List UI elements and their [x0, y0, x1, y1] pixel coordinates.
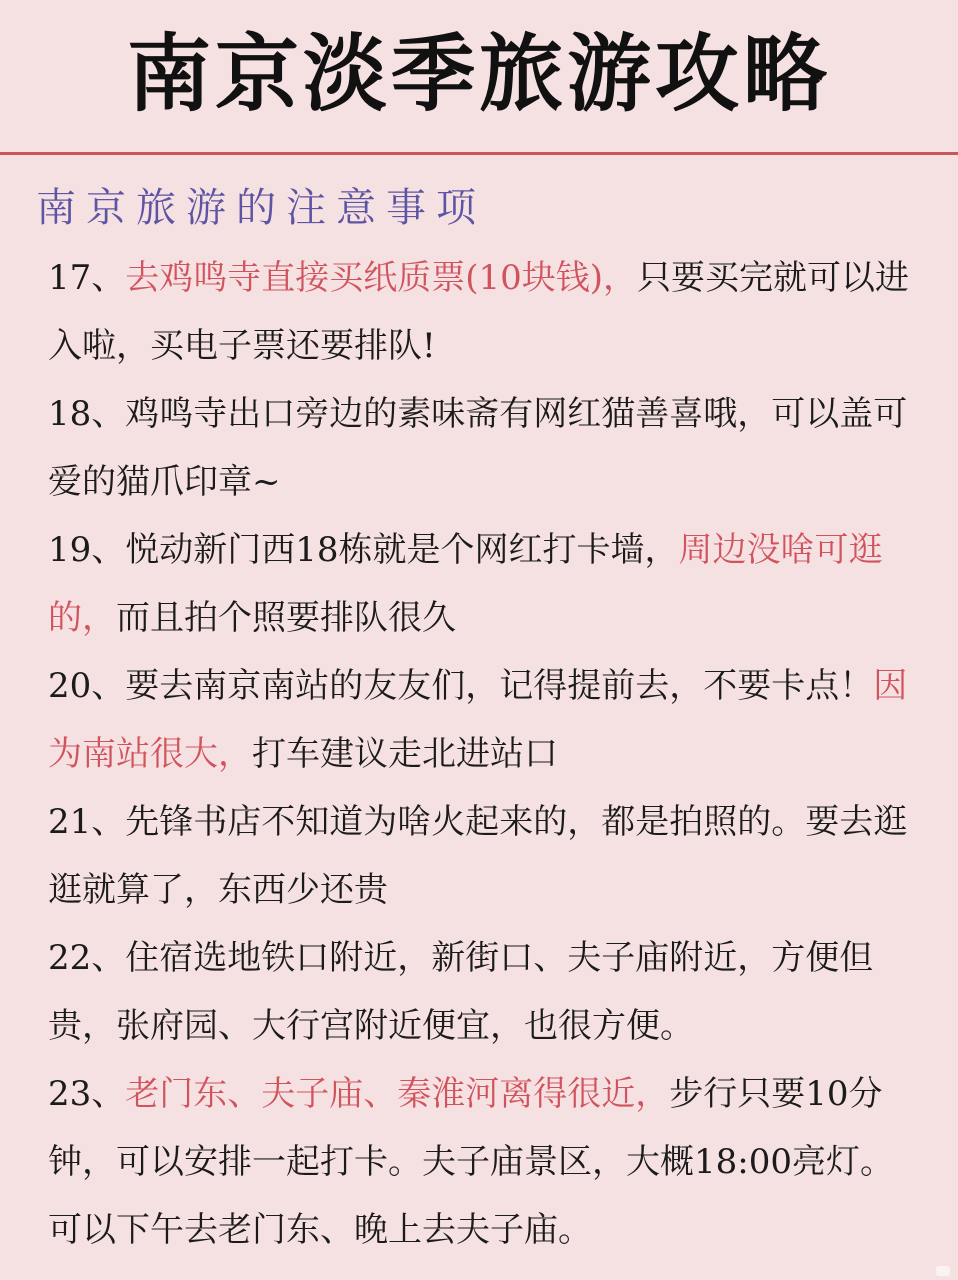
tip-item	[48, 380, 912, 516]
tip-number: 21、	[48, 802, 126, 842]
tip-item	[48, 516, 912, 652]
tip-text: 打车建议走北进站口	[252, 734, 558, 774]
tip-number: 19、	[48, 530, 126, 570]
tip-item	[48, 1060, 912, 1264]
section-heading: 南京旅游的注意事项	[36, 185, 486, 231]
tip-text: 悦动新门西18栋就是个网红打卡墙，	[125, 530, 679, 570]
tip-text: 先锋书店不知道为啥火起来的，都是拍照的。要去逛逛就算了，东西少还贵	[48, 802, 908, 910]
tip-item	[48, 652, 912, 788]
tip-highlight-text: 去鸡鸣寺直接买纸质票(10块钱)，	[125, 258, 638, 298]
tips-list	[48, 244, 912, 1264]
tip-number: 22、	[48, 938, 126, 978]
tip-item	[48, 244, 912, 380]
tip-number: 23、	[48, 1074, 126, 1114]
tip-text: 步行只要10分钟，可以安排一起打卡。夫子庙景区，大概18:00亮灯。可以下午去老门东、晚上去夫子庙。	[48, 1074, 894, 1250]
tip-highlight-text: 周边没啥可逛的，	[48, 530, 883, 638]
tip-number: 18、	[48, 394, 126, 434]
tip-text: 住宿选地铁口附近，新街口、夫子庙附近，方便但贵，张府园、大行宫附近便宜，也很方便。	[48, 938, 874, 1046]
tip-text: 只要买完就可以进入啦，买电子票还要排队!	[48, 258, 910, 366]
tip-item	[48, 924, 912, 1060]
tip-highlight-text: 因为南站很大，	[48, 666, 908, 774]
tip-item	[48, 788, 912, 924]
watermark-badge	[936, 1266, 950, 1276]
title-divider	[0, 152, 958, 155]
tip-text: 鸡鸣寺出口旁边的素味斋有网红猫善喜哦，可以盖可爱的猫爪印章~	[48, 394, 908, 502]
tip-number: 20、	[48, 666, 126, 706]
tip-highlight-text: 老门东、夫子庙、秦淮河离得很近，	[125, 1074, 670, 1114]
tip-text: 要去南京南站的友友们，记得提前去，不要卡点！	[125, 666, 874, 706]
tip-text: 而且拍个照要排队很久	[116, 598, 456, 638]
tip-number: 17、	[48, 258, 126, 298]
page-title: 南京淡季旅游攻略	[126, 25, 831, 123]
